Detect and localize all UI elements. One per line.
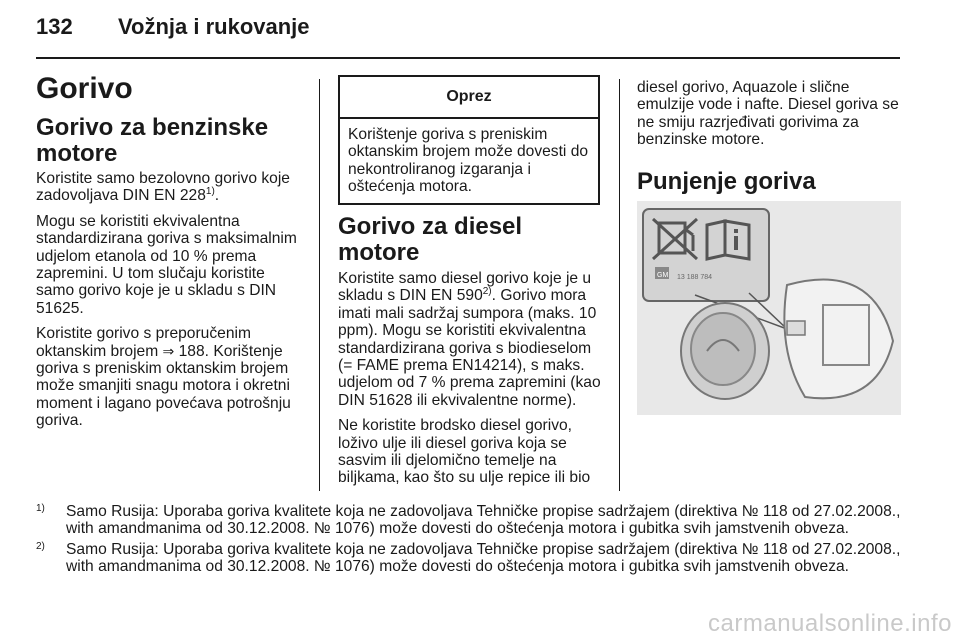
- footnote: [36, 503, 906, 538]
- paragraph-text: Koristite samo diesel gorivo koje je u skladu s DIN EN 590: [338, 270, 592, 305]
- footnote-ref: 2): [482, 286, 492, 298]
- footnote-text: Samo Rusija: Uporaba goriva kvalitete koja ne zadovoljava Tehničke propise sadržajem (direktiva № 118 od 27.02.2008., with amandmanima od 30.12.2008. № 1076) može dovesti do oštećenja motora i gubitka svih jamstvenih obveza.: [66, 503, 901, 538]
- arrow-ref-icon: ⇒: [162, 342, 175, 359]
- paragraph-text: Koristite gorivo s preporučenim oktanskim brojem: [36, 325, 251, 360]
- caution-box: [338, 75, 600, 205]
- paragraph: Koristite gorivo s preporučenim oktanskim brojem ⇒ 188. Korištenje goriva s preniskim oktanskim brojem može smanjiti snagu motora i okretni moment i lagano povećava potrošnju goriva.: [36, 325, 291, 430]
- subsection-heading: Gorivo za diesel motore: [338, 213, 523, 266]
- column-3: [637, 79, 903, 195]
- section-heading: Gorivo: [36, 72, 133, 105]
- column-divider: [619, 79, 620, 491]
- column-2: [338, 214, 604, 487]
- page-reference[interactable]: 188: [178, 342, 205, 360]
- paragraph-text: Koristite samo bezolovno gorivo koje zadovoljava DIN EN 228: [36, 170, 290, 205]
- paragraph: Mogu se koristiti ekvivalentna standardizirana goriva s maksimalnim udjelom etanola od 10 % prema zapremini. U tom slučaju koristite samo gorivo koje je u skladu s DIN 51625.: [36, 212, 297, 317]
- figure-code: 13 188 784: [677, 274, 713, 281]
- page-number: 132: [36, 14, 73, 39]
- paragraph: diesel gorivo, Aquazole i slične emulzije vode i nafte. Diesel goriva se ne smiju razrjeđivati gorivima za benzinske motore.: [637, 79, 899, 149]
- fuel-label-sticker: [643, 209, 769, 301]
- footnote-mark: 2): [36, 540, 45, 552]
- caution-title: Oprez: [340, 77, 598, 119]
- paragraph: Koristite samo bezolovno gorivo koje zadovoljava DIN EN 228$^{1)}$.: [36, 170, 290, 205]
- fuel-flap-illustration: [637, 201, 901, 415]
- flap-label: [787, 321, 805, 335]
- brand-badge-text: GM: [657, 272, 669, 279]
- column-1: [36, 73, 306, 430]
- caution-text: Korištenje goriva s preniskim oktanskim brojem može dovesti do nekontroliranog izgaranja i oštećenja motora.: [348, 126, 589, 196]
- fuel-filler-figure: [637, 201, 901, 415]
- footnote-text: Samo Rusija: Uporaba goriva kvalitete koja ne zadovoljava Tehničke propise sadržajem (direktiva № 118 od 27.02.2008., with amandmanima od 30.12.2008. № 1076) može dovesti do oštećenja motora i gubitka svih jamstvenih obveza.: [66, 540, 901, 576]
- subsection-heading: Gorivo za benzinske motore: [36, 114, 269, 167]
- footnotes: [36, 503, 906, 576]
- paragraph-text: . Gorivo mora imati mali sadržaj sumpora (maks. 10 ppm). Mogu se koristiti ekvivalentna standardizirana goriva s biodieselom (= FAME prema EN14214), s maks. udjelom od 7 % prema zapremini (kao DIN 51628 ili ekvivalentne norme).: [338, 287, 601, 409]
- column-divider: [319, 79, 320, 491]
- paragraph: Ne koristite brodsko diesel gorivo, loživo ulje ili diesel goriva koja se sasvim ili djelomično temelje na biljkama, kao što su ulje repice ili bio: [338, 417, 591, 487]
- subsection-heading: Punjenje goriva: [637, 167, 816, 195]
- chapter-title: Vožnja i rukovanje: [118, 14, 310, 39]
- paragraph-text: Korištenje goriva s preniskim oktanskim brojem može smanjiti snagu motora i okretni moment i lagano povećava potrošnju goriva.: [36, 342, 291, 430]
- footnote-mark: 1): [36, 503, 45, 514]
- filler-neck: [681, 303, 769, 399]
- header-rule: [36, 57, 900, 59]
- footnote-ref: 1): [205, 186, 215, 198]
- footnote: [36, 541, 906, 576]
- paragraph: [338, 270, 604, 409]
- watermark: carmanualsonline.info: [708, 610, 952, 637]
